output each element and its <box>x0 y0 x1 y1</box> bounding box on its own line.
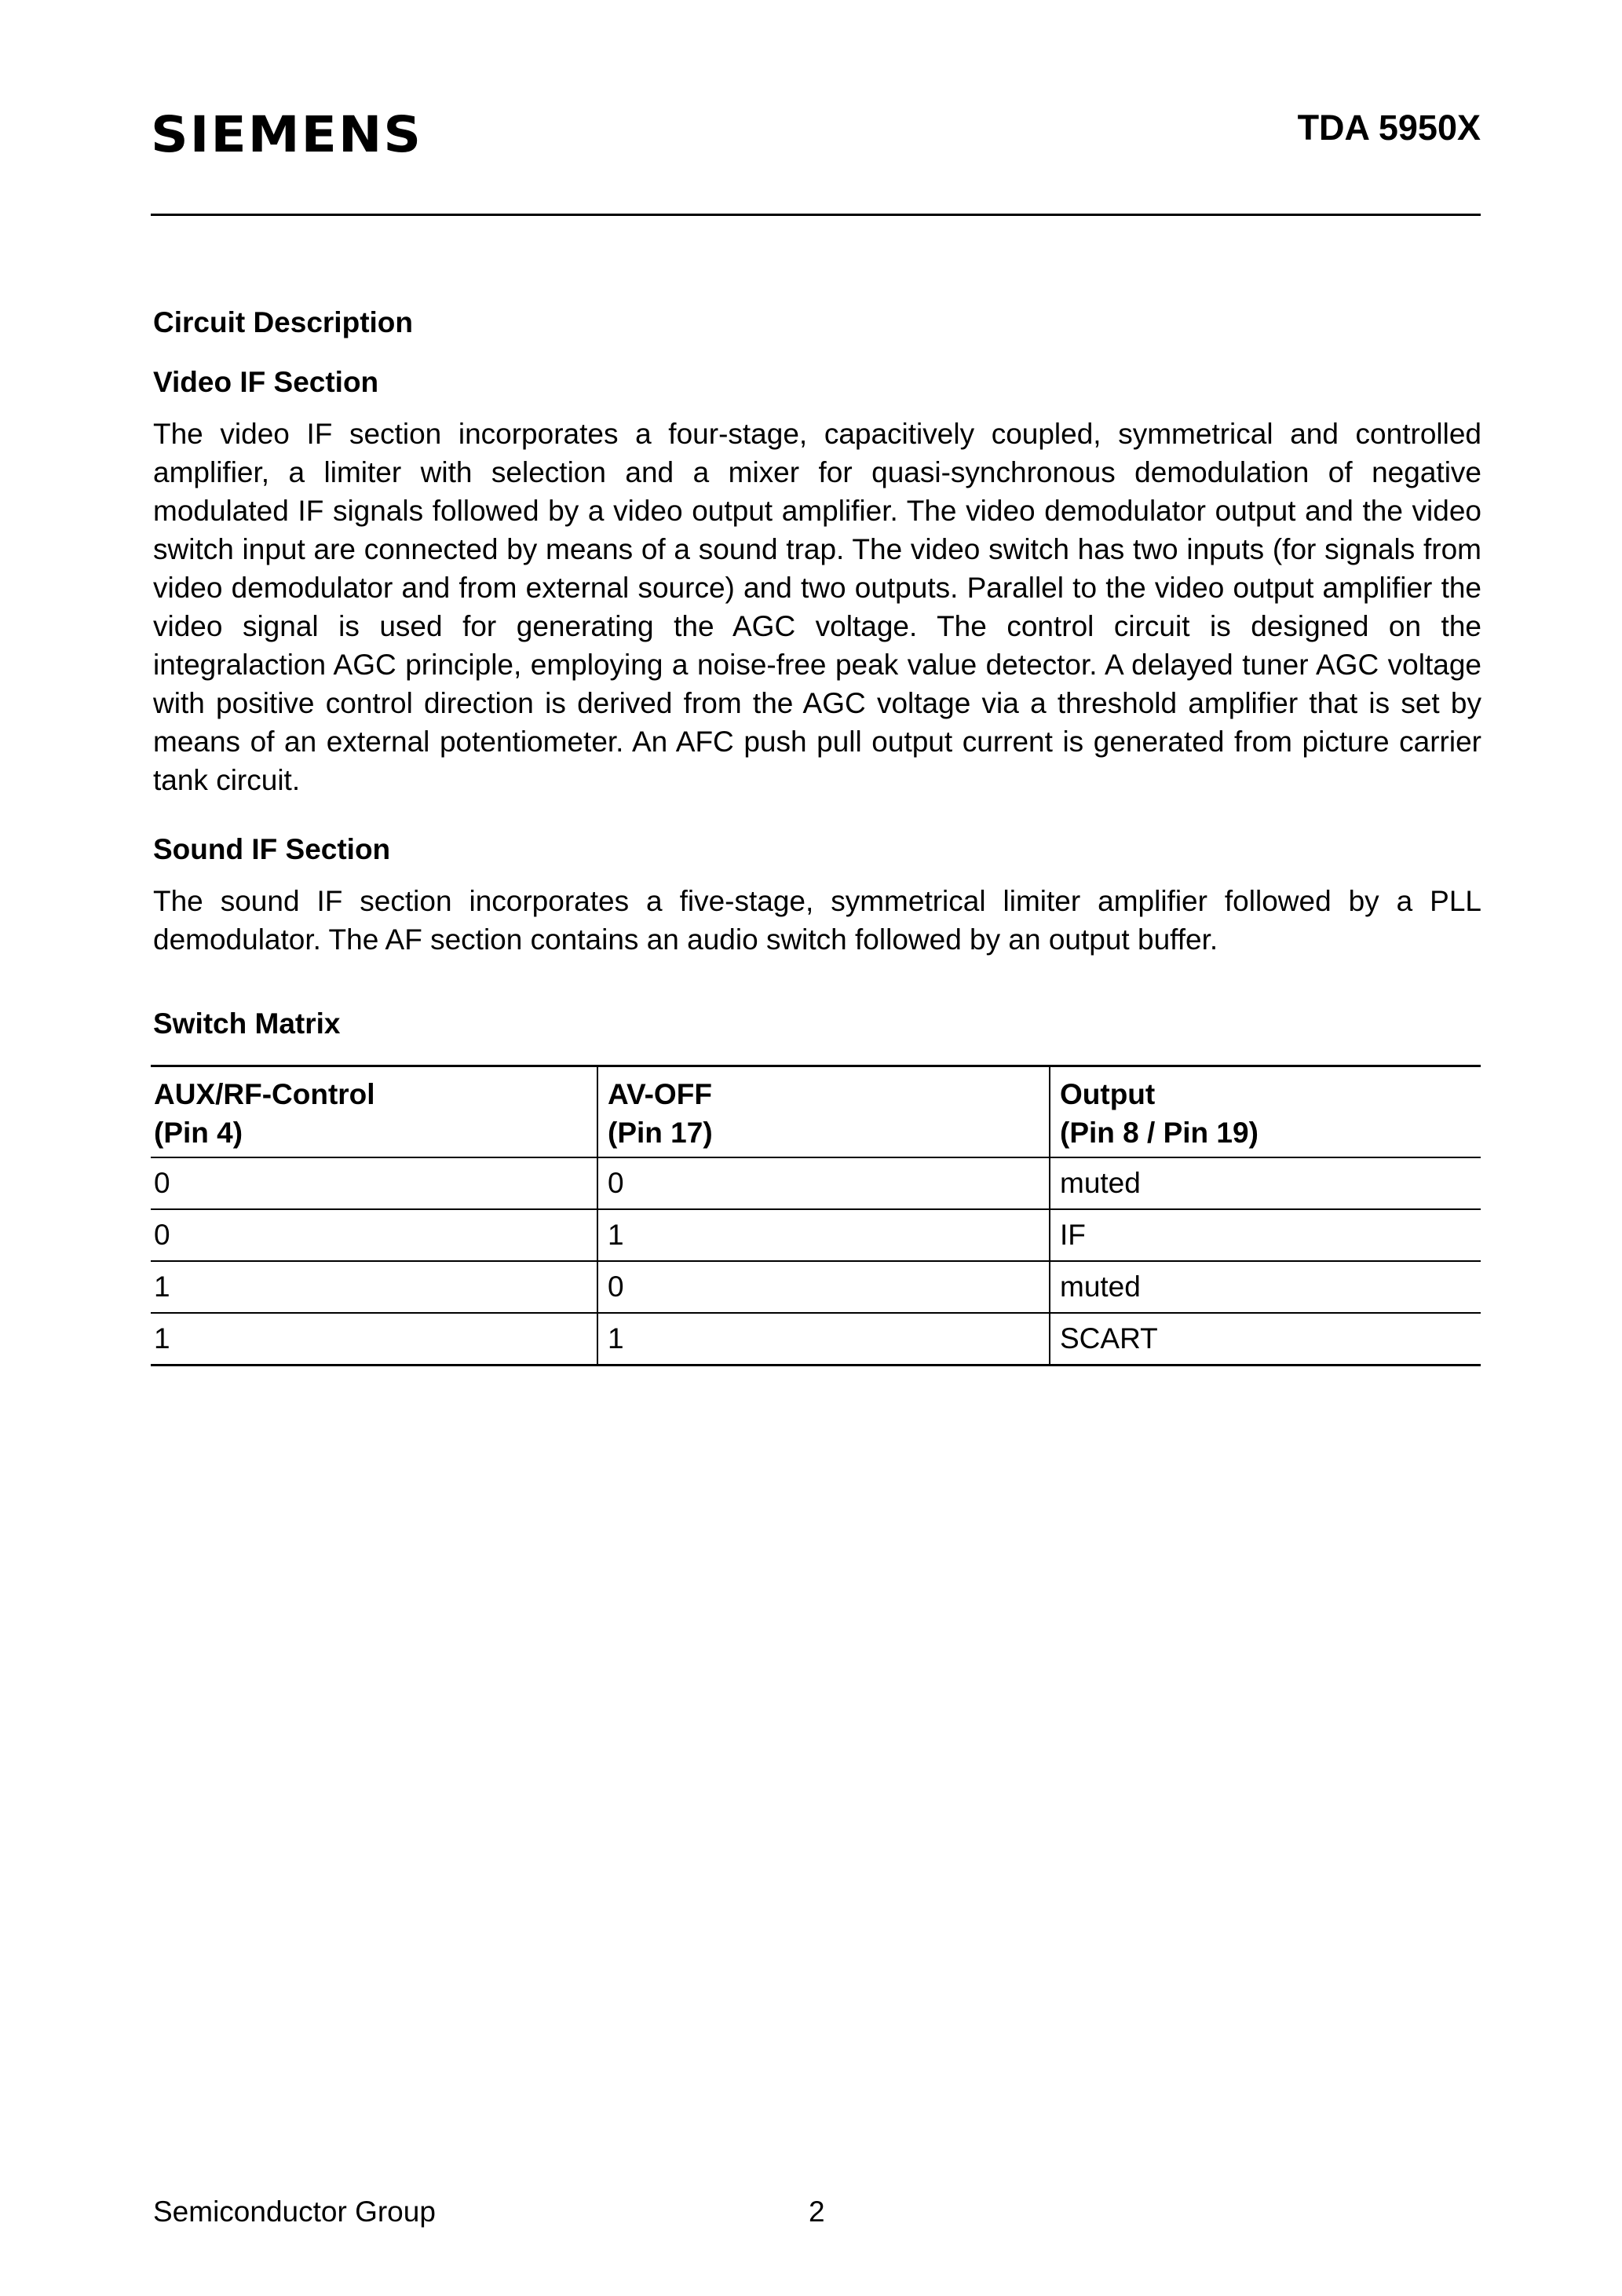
header-label: AV-OFF <box>608 1078 712 1110</box>
heading-video-if-section: Video IF Section <box>153 366 379 398</box>
table-row <box>151 1157 1481 1209</box>
heading-switch-matrix: Switch Matrix <box>153 1007 341 1040</box>
cell-aux-rf: 0 <box>151 1209 597 1261</box>
footer-publisher: Semiconductor Group <box>153 2195 436 2228</box>
heading-sound-if-section: Sound IF Section <box>153 833 391 865</box>
document-id: TDA 5950X <box>1297 108 1481 148</box>
header-pin: (Pin 8 / Pin 19) <box>1060 1117 1259 1149</box>
paragraph-sound-if: The sound IF section incorporates a five-stage, symmetrical limiter amplifier followed by a PLL demodulator. The AF section contains an audio switch followed by an output buffer. <box>153 885 1481 956</box>
header-label: Output <box>1060 1078 1156 1110</box>
table-row <box>151 1261 1481 1313</box>
heading-circuit-description: Circuit Description <box>153 306 413 338</box>
header-pin: (Pin 17) <box>608 1117 713 1149</box>
table-row <box>151 1313 1481 1366</box>
paragraph-video-if: The video IF section incorporates a four-stage, capacitively coupled, symmetrical and controlled amplifier, a limiter with selection and a mixer for quasi-synchronous demodulation of negative modulated IF signals followed by a video output amplifier. The video demodulator output and the video switch input are connected by means of a sound trap. The video switch has two inputs (for signals from video demodulator and from external source) and two outputs. Parallel to the video output amplifier the video signal is used for generating the AGC voltage. The control circuit is designed on the integralaction AGC principle, employing a noise-free peak value detector. A delayed tuner AGC voltage with positive control direction is derived from the AGC voltage via a threshold amplifier that is set by means of an external potentiometer. An AFC push pull output current is generated from picture carrier tank circuit. <box>153 418 1481 796</box>
cell-av-off: 1 <box>597 1313 1050 1366</box>
cell-aux-rf: 0 <box>151 1157 597 1209</box>
header-rule <box>151 214 1481 216</box>
siemens-logo: SIEMENS <box>151 106 423 163</box>
cell-av-off: 0 <box>597 1157 1050 1209</box>
cell-av-off: 1 <box>597 1209 1050 1261</box>
header-output <box>1050 1066 1481 1158</box>
page-number: 2 <box>809 2195 825 2228</box>
header-aux-rf-control <box>151 1066 597 1158</box>
cell-aux-rf: 1 <box>151 1313 597 1366</box>
cell-output: muted <box>1050 1261 1481 1313</box>
header-av-off <box>597 1066 1050 1158</box>
cell-output: muted <box>1050 1157 1481 1209</box>
cell-output: IF <box>1050 1209 1481 1261</box>
table-row <box>151 1209 1481 1261</box>
cell-av-off: 0 <box>597 1261 1050 1313</box>
cell-aux-rf: 1 <box>151 1261 597 1313</box>
cell-output: SCART <box>1050 1313 1481 1366</box>
header-label: AUX/RF-Control <box>154 1078 375 1110</box>
table-header-row <box>151 1066 1481 1158</box>
header-pin: (Pin 4) <box>154 1117 243 1149</box>
switch-matrix-table <box>151 1065 1481 1366</box>
